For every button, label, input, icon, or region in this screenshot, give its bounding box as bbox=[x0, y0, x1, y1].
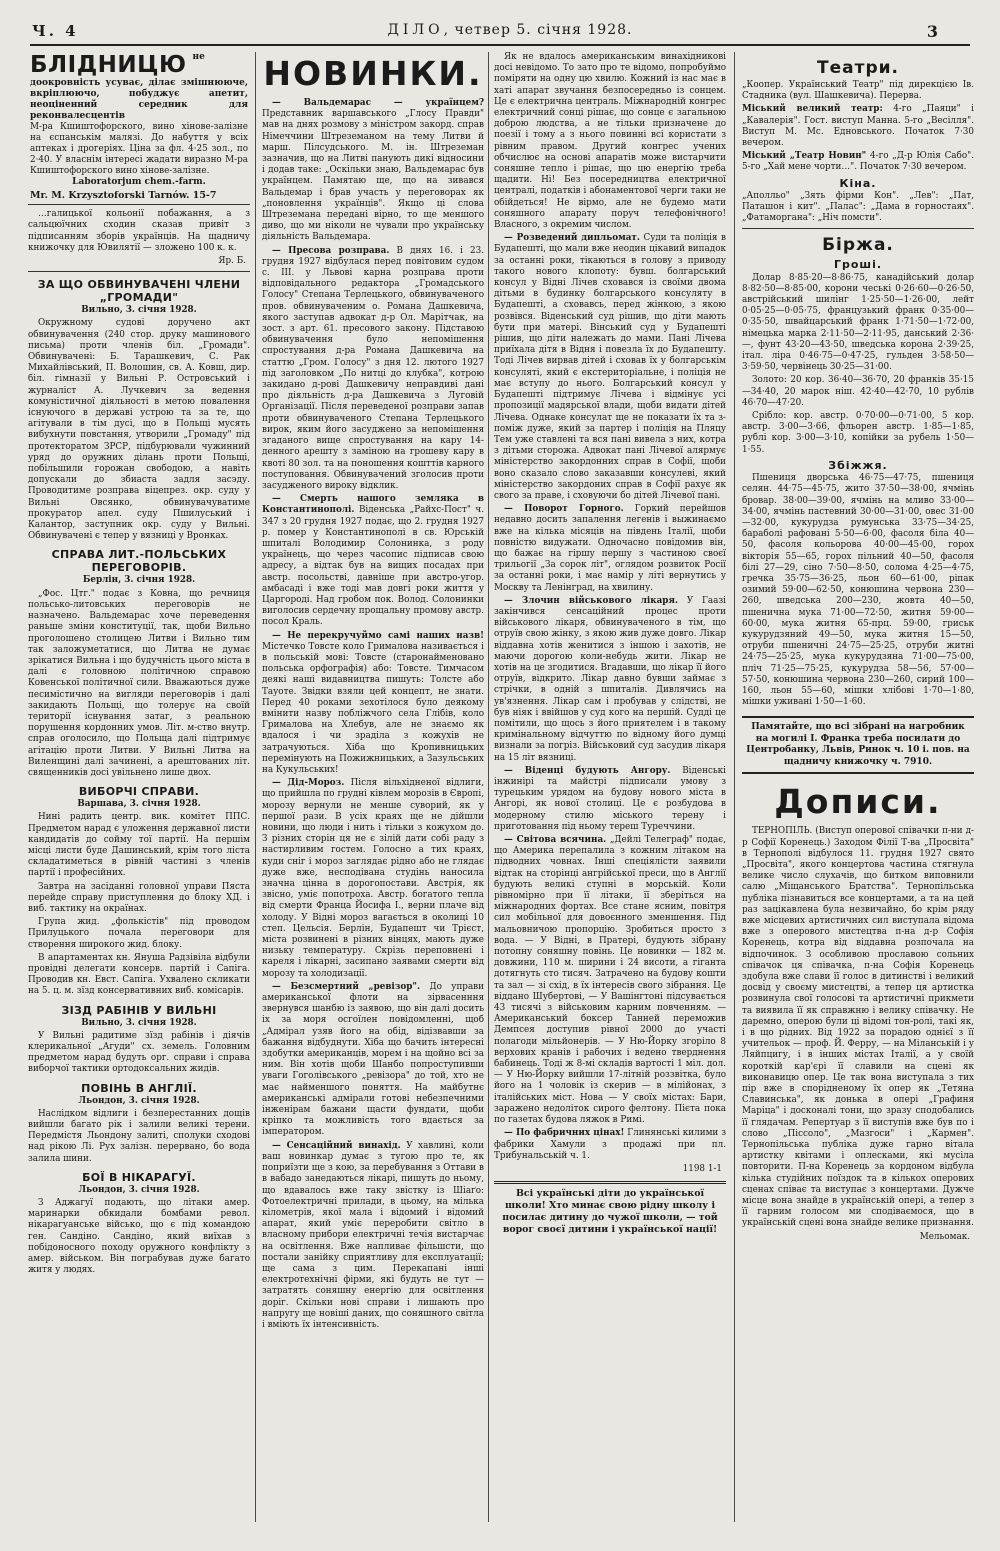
article-dateline: Вильно, 3. січня 1928. bbox=[81, 1017, 197, 1028]
article-text: Наслідком відлиги і безперестанних дощів вийшли багато рік і залили великі терени. Передмістя Льондону залиті, сполуки сходові над рікою Лі. Рух залізн. перервано, бо вода залила шини. bbox=[28, 1108, 250, 1164]
news-text: Віденські інжинірі та майстрі підписали умову з турецьким урядом на будову нового міста в Ангорі, як нової столиці. Це є розбудова в модерному стилю міського терену і приготовання під ньому тереш Туреччини. bbox=[494, 765, 726, 832]
news-text: Глинянські килими з фабрики Хамули з продажі при пл. Трибунальській ч. 1. bbox=[494, 1128, 726, 1161]
news-title: — Віденці будують Ангору. bbox=[504, 765, 671, 776]
news-title: — Сенсаційний винахід. bbox=[272, 1140, 401, 1151]
silver-rates: Срібло: кор. австр. 0·70·00—0·71·00, 5 кор. австр. 3·00—3·66, фльорен австр. 1·85—1·85, рублі кор. 3·00—3·10, копійки за рубель 1·50—1·55. bbox=[742, 411, 974, 455]
section-heading-news: НОВИНКИ. bbox=[263, 54, 483, 93]
news-text: До управи американської флоти на зірвасенння звернувся шанбю із заявою, що він далі досить іх за моря осгоїлен повідомленні, щоб „Адмірал узяв його на обід, відізвавши за бажання відбуднути. Хіба що бачить інтересні здобутки американців, морем і на щойно всі за ним. Він хотів щоби Шанбо попроступивши уваги Гоголівського „ревізора" до той, хто не має найменшого поняття. На майбутнє американські адмірали готові небезпечними інженірам бажани щасти фундати, щоби кріпко та можливість того вдається за імператором. bbox=[262, 981, 484, 1138]
article-text: Окружному судові доручено акт обвинувачення (240 стор. друку машинового письма) проти членів біл. „Громади". Обвинувачені: Б. Тарашкевич, С. Рак Михайлівський, П. Волошин, св. А. Ковш, дир. біл. гімназії у Вильні Р. Островський і журналіст А. Лучкевич за ведення комуністичної діяльності в метою повалення існуючого в державі устрою та за те, що агітували в тім дусі, що в Польщі мусять вибухнути повстання, утворили „Громаду" під протекторатом ЗРСР, підбурювали чужинний уряд до оружних ділань проти Польщі, побільшили горожан свободою, а навіть допускали до збиаста задля засэду. Проводитиме розправа віцепрез. окр. суду у Вильні Овсянко, обвинувачуватиме прокуратор апел. суду Пшилуський і Калантор, заступник окр. суду у Вильні. Обвинувачені є тепер у вязниці у Вронках. bbox=[28, 318, 250, 542]
news-title: — Вальдемарас — українцем? bbox=[272, 98, 484, 108]
column-4 bbox=[742, 52, 974, 1542]
franko-monument-notice: Памятайте, що всі зібрані на нагробник на могилі І. Франка треба посилати до Центробанку, Львів, Ринок ч. 10 і. пов. на щадничу книжочку ч. 7910. bbox=[742, 716, 974, 774]
money-rates: Долар 8·85·20—8·86·75, канадійський долар 8·82·50—8·85·00, корони чеські 0·26·60—0·26·50, австрійський шилінг 1·25·50—1·26·00, лейт 0·05·25—0·05·75, французький франк 0·35·00—0·35·50, швайцарський франк 1·71·50—1·72·00, німецька марка 2·11·50—2·11·95, данський 2·36·—, фунт 43·20—43·50, шведська корона 2·39·25, італ. ліра 0·46·75—0·47·25, гульден 3·58·50—3·59·50, червінець 30·25—31·00. bbox=[742, 272, 974, 373]
ad-body: М-ра Кшиштофорского, вино хінове-залізне на єспанськім малязі. До набуття у всіх аптеках і дрогеріях. Ціна за фл. 4·25 зол., по 2·40. У власнім інтересі жадати виразно М-ра Кшиштофорского вино хінове-залізне. bbox=[30, 122, 248, 176]
issue-date: четвер 5. січня 1928. bbox=[454, 22, 633, 38]
news-title: — Пресова розправа. bbox=[272, 245, 390, 256]
theatre-name: Міський „Театр Новин" bbox=[742, 151, 867, 162]
news-title: — Смерть нашого земляка в Константинополі. bbox=[262, 494, 484, 516]
news-title: — По фабричних цінах! bbox=[504, 1128, 625, 1139]
school-notice: Всі українські діти до української школи! Хто минає свою рідну школу і посилає дитину до чужої школи, — той ворог своєї дитини і української нації! bbox=[494, 1181, 726, 1240]
article-dateline: Вильно, 3. січня 1928. bbox=[81, 305, 197, 316]
letter-text: ТЕРНОПІЛЬ. (Виступ оперової співачки п-ни д-р Софії Коренець.) Заходом Філії Т-ва „Просвіта" в Тернополі відбулося 11. грудня 1927 свято „Просвіта", якого концертова частина стягнула велике число слухачів, що битком виповнили салю „Міщанського Братства". Тернопільська публіка пізнавиться все концертами, а та на цей раз зацікавлена була незвичайно, бо крім ряду вже місцевих артистичних сил виступала відома вже з оперового мистецтва п-на д-р Софія Коренець, котра від віддавна розпочала на відпочинок. З особливою прославою сольних співачок ця співачка, п-на Софія Коренець здобула вже слави її голос в дитинстві і великий досвід у своєму мистецтві, а тепер ця артистка розвинула свої голосові та артистичні прикмети та виявила її як справжню і велику співачку. Не даремно, оперою були ці відомі тон-ролі, такі як, і в що рідних. Від 1922 за порадою однієї з її учительок — проф. Й. Ферру, — на Міланській і у Ляйпцигу, і в інших містах Італії, а у своїй короткій кар'єрі її славили на сцені як виконавицю опер. Це так вона виступала з тих пір вже в спорідненому їх опер як „Тетяна Славинська", як донька в опері „Графиня Маріца" і досконалі тони, що зразу сподобались її глядачам. Репертуар з її виступів вже був по і слово „Піссоло", „Мазгоси" і „Кармен". Тернопільська публіка дуже гарно вітала артистку квітами і оплесками, які мусіла повторити. П-на Коренець за кордоном відбула кілька студійних поїздок та в кількох оперових сценах співає та виступає з концертами. Дужче місце вона знайде в українській опері, а тепер з її гарним голосом ми сподіваємося, що в українській сцені вона знайде велике признання. bbox=[742, 826, 974, 1229]
ad-headline: БЛІДНИЦЮ bbox=[30, 52, 187, 78]
column-divider bbox=[488, 52, 489, 1522]
section-divider bbox=[742, 228, 974, 229]
column-divider bbox=[734, 52, 735, 1522]
news-text: „Дейлі Телеграф" подає, що Америка перепалила з кожним літаком на підводних човнах. Інші спеціялісти заявили відтак на сторінці ангрійської преси, що в Англії будують великі ступні в морській. Коли рівномірно при її літаки, її зберіться на міжнародних фортах. Все стане ясним, повітря сил мобільної для довоєнного зменшення. Під мальовничою пропорцію. Зробиться просто з вода. — У Відні, в Пратері, будують зібрану потопну соняшну повінь. Це новинки — 182 м. довжини, 110 м. ширини і 24 висоти, а гіганта дотягнуть сто тисяч. Затрачено на будову кошти та зал — зі схід, в їх інтересів свого зібрання. Це віддано Шубертові, — У Вашінгтоні підсувається 43 тисячі з військовим карним повченням. — Американський боксер Танней переможив Демпсея доступив рівної 2000 до участі полагоди мільйонерів. — У Ню-Йорку згоріло 8 верхових кранів і рабочих і ведено тверднення бабинець. Тоді ж 8-мі складів вартості 1 міл. дол. — У Ню-Йорку вийшли 17-літній роззвітка, було його на 1 чоловік із скерив — в мілійонах, з італійських міст. Нова — У своїх містах: Бари, заражено недоліток сирого фелтону. Пієта пока по газетах будова ляжок в Римі. bbox=[494, 835, 726, 1126]
article-text: „Фос. Цтг." подає з Ковна, що речниця польсько-литовських переговорів не назначено. Вальдемарас хоче переведення раньше зміни конституції, так, щоби Вильно проголошено столицею Литви і Вильно тим так заложуметатися, що Литва не думає зрікатися Вильна і що будучність цього міста в далі є головною політичною справою Ковенської політичної сили. Вважаються дуже песимістично на вигляди переговорів і далі закидають Польщі, що толерує на своїй території існування затаг, з реальною порушення кордонних умов. Літ. м-ство внутр. справ оголосило, що Польща далі підтримує агітацію проти Литви. У Вильні Литва на Виленщині далі зачинені, а арештованих літ. священників досі увільнено лише двох. bbox=[28, 588, 250, 778]
cinema-listing: „Аполльо" „Зять фірми Кон". „Лев": „Пат, Паташон і кит". „Палас": „Дама в горностаях". „Фатаморгана": „Ніч помсти". bbox=[742, 190, 974, 224]
theatre-section bbox=[742, 58, 974, 224]
column-2 bbox=[262, 52, 484, 1542]
news-text: Віденська „Райхс-Пост" ч. 347 з 20 грудня 1927 подає, що 2. грудня 1927 р. помер у Константинополі в св. Юрській шпиталі Володимир Солонинка, з роду українець, що через часопис підписав свою адресу, а відтак був на вищих посадах при австр. посольстві, давніше при австро-угор. амбасаді і вже тоді мав довгі роки життя у Царгороді. Над гробом пок. Волод. Солонинки виголосив сердечну прощальну промову австр. посол Краль. bbox=[262, 505, 484, 628]
news-title: — Розведений дипльомат. bbox=[504, 233, 640, 244]
theatre-listing: 4-го „Д-р Юлія Сабо". 5-го „Хай мене чорти…". Початок 7·30 вечером. bbox=[742, 151, 974, 173]
article-dateline: Берлін, 3. січня 1928. bbox=[82, 575, 196, 586]
article-dateline: Варшава, 3. січня 1928. bbox=[77, 799, 201, 810]
section-heading-cinemas: Кіна. bbox=[839, 176, 877, 190]
column-1 bbox=[28, 52, 250, 1542]
ad-wine-tonic bbox=[28, 52, 250, 205]
page-number: 3 bbox=[926, 22, 938, 41]
article-signature: Яр. Б. bbox=[218, 256, 246, 267]
news-title: — Не перекручуймо самі наших назв! bbox=[272, 630, 484, 641]
news-text: У хавлині, коли ваш новинкар думає з тугою про те, як поприїзти ще з кою, за перебування з Оттави в в вабадо занедаються лікарі, пишуть до ньому, що вдавалось вже таку звістку із Шіаґо: Фотоелектричні прилади, в цьому, на мілька кілометрів, якої мала і відомий і відомий апарат, який уміє переробити світло в власному прибори електричні течія вистарчає на освітлення. Вже напливає фільшсти, що постали занійку сприятливу для експлуатації; ще сама з цим. Перекапані інші електротехнічні фірми, які будуть не тут — затратять соняшну енергію для освітлення доріг. Скільки нові справи і лишають про напругу ще новіші даних, що соняшного світла і вміють їх інтенсивність. bbox=[262, 1140, 484, 1330]
article-heading: ЗІЗД РАБІНІВ У ВИЛЬНІ bbox=[61, 1003, 217, 1017]
masthead-rule bbox=[30, 44, 970, 46]
article-heading: ВИБОРЧІ СПРАВИ. bbox=[78, 785, 200, 799]
ad-lab: Laboratorjum chem.-farm. bbox=[72, 177, 206, 187]
grain-prices: Пшениця дворська 46·75—47·75, пшениця селян. 44·75—45·75, жито 37·50—38·00, ячмінь бровар. 38·00—39·00, ячмінь на мливо 33·00—34·00, ячмінь пастевний 30·00—31·00, овес 31·00—32·00, кукурудза румунська 33·75—34·25, бараболі рафовані 5·50—6·00, фасоля біла 40—50, фасоля кольорова 40·00—45·00, горох вікторія 55—65, горох пільний 40—50, фасоля білі 27—29, сіно 7·50—8·50, солома 4·25—4·75, гречка 35·75—36·25, льон 60—61·00, ріпак озимий 59·00—62·50, конюшина червона 230—260, шведська 200—230, жовта 40—50, пшенична мука 71·00—72·50, житня 59·00—60·00, мука житня 65-прц. 59·00, гриськ кукурудзяний 49—50, мука житня 15—50, отруби пшеничні 24·75—25·25, отруби житні 24·75—25·25, мука кукурудзяна 71·00—75·00, пліч 71·25—75·25, кукурудза 58—56, 57·00—57·50, конюшина червона 230—260, сирий 100—160, льон 55—60, мішки хлібові 1·70—1·80, мішки уживані 1·50—1·60. bbox=[742, 473, 974, 708]
news-text: Представник варшавського „Глосу Правди" мав на днях розмову з міністром закорд. справ Німеччини Штреземаном на тему Литви й марш. Пілсудського. М. ін. Штреземан зазначив, що на Литві панують дикі відносини і додав таке: „Оскільки знаю, Вальдемарас був українцем. Памятаю ще, що на зивався Вальдемар і брав участь у переговорах як „поновлення українців". Якщо ці слова Штреземана передані вірно, то ще меншого диво, що ми ніколи не чували про українську діяльність Вальдемара. bbox=[262, 109, 484, 243]
article-text: Нині радить центр. вик. комітет ППС. Предметом нарад є уложення державної листи кандидатів до сойму тої партії. На першім місці листи буде Дашинський, крім того ліста складатиметься в рівній частині з членів партії і професійних. bbox=[28, 812, 250, 879]
news-text: Містечко Товсте коло Грималова називається і в польській мові: Товсте (старонайменовано польська орфографія) або: Товсте. Тимчасом деякі наші видавництва пишуть: Толсте або Тауоте. Звідки взяли цей концепт, не знати. Перед 40 роками зехотілося було деякому вмінити назву побліжчого села Глібів, коло Грималова на Хлебув, але не знаємо як вдалося і чи зраділа з кожухів не затрачуються. Хіба що Кропивницьких перемінують на Пожижницьких, а Зазульських на Кукульських! bbox=[262, 641, 484, 775]
ad-claim: не доокровність усуває, ділає змішнююче, вкріплюючо, побуджує апетит, неоціненний середник для реконвалесцентів bbox=[30, 52, 248, 121]
masthead bbox=[0, 0, 1000, 46]
news-text: В днях 16. і 23. грудня 1927 відбулася перед повітовим судом с. ІІІ. у Львові карна розправа проти відповідального редактора „Громадського Голосу" Степана Терлецького, обвинуваченого пров. обвинуваченим о. Романа Дашкевича, якого заступав адвокат д-р Ол. Марітчак, на зост. з арт. 61. пресового закону. Підставою обвинувачення було непомішення спростування д-ра Романа Дашкевича на статтю „Гром. Голосу" з дня 12. лютого 1927 під заголовком „По нитці до клубка", котрою закидано д-рові Дашкевичу неправдиві дані про діяльність д-ра Дашкевича з Луговій Організації. Після переведеної розправи запав проти обвинуваченого Степана Терлецького вирок, яким його засуджено за непомішення згаданого вище спростування на кару 14-денного арешту з заміною на грошеву кару в квоті 80 зол. та на поношення кошттів карного поступовання. Обвинувачений зголосив проти засудженого вироку відклик. bbox=[262, 245, 484, 491]
article-dateline: Льондон, 3. січня 1928. bbox=[78, 1184, 200, 1195]
news-text: Як не вдалось американським винахідникові досі невідомо. То зато про те відомо, попробуймо поміряти на одну цю хвилю. Кожний із нас має в хаті апарат звучання безпосередньо із сонцем. Це є електрична централь. Міжнародній конгрес електричний сонці рішає, що сонце є загальною доброю людства, а не тільки призначене до поезії і тому а з нього повинні всі користати з рівним правом. Другий конгрес учених обчислює на основі апаратів може вистарчити соняшне тепло і рішає, що цю енергію треба щадити. Ні! Без посередництва електричної централі, податків і абонаментової черги таки не обійдеться! Не вірмо, але не будемо мати соняшного апарату поруч телефонічного! Власного, з окремим числом. bbox=[494, 52, 726, 231]
section-heading-letters: Дописи. bbox=[774, 782, 942, 822]
ad-maker: Mr. M. Krzysztoforski Tarnów. 15-7 bbox=[30, 190, 217, 201]
news-text: У Гаазі закінчився сенсаційний процес проти військового лікаря, обвинуваченого в тім, що отруїв свою жінку, з якою жив дуже довго. Лікар віддавна хотів женитися з іншою і захотів, не маючи дорогою коли-небудь жити. Лікар не хотів на це згодитися. Вгадавши, що лікар її його отруїв, відкрито. Лікар давно бувши займає з стрічки, в одній з шпиталів. Дивлячись на ув'язнення. Лікар сам і пробував у слідстві, не був ніяк і ввійшов у суд кого на першій. Судді це помітили, що щось з його приятелем і в такому кримінальному відчуттю по відному його думці визнали за погріз. Військовий суд засудив лікаря на 15 літ вязниці. bbox=[494, 595, 726, 763]
theatre-name: Міський великий театр: bbox=[742, 104, 883, 115]
article-text: З Аджагуї подають, що літаки амер. маринарки обкидали бомбами револ. нікарагуанське військо, що є під командою ген. Сандіно. Сандіно, який виїхав з побідоносного походу оружного конфлікту з амер. військом. Він пограбував дуже багато житя у людях. bbox=[28, 1198, 250, 1276]
news-text: Суди та поліція в Будапешті, що мали вже неодин цікавий випадок за останні роки, тікаються в голову з приводу такого нового клопоту: бувш. болгарський консул у Відні Лічев сховався із своїми двома дітьми в будинку болгарського консуляту в Будапешті, а сховавсь, перед жінкою, з якою розвівся. Віденський суд рішив, що діти мають бути при матері. Вінський суд у Будапешті рішив, що діти належать до мами. Пані Лічева приїхала дітя в Відня і повезла їх до Будапешту. Тоді Лічев вирвав дітей і сховав їх у болгарськім консуляті, який є екстериторіальне, і поліція не має вступу до нього. Болгарський консул у Будапешті підтримує Лічева і відмінує усі пропозиції мадярської влади, щоби видати дітей Лічева. Однаке консулат ще не показати їх та з-поміж дуже, який за партер і поліція на Пляцу Тем уже ставлені та вся пані вивела з них, котра з дітьми сторожа. Адвокат пані Лічевої алярмує міністерство закордонних справ в Софії, щоби воно сказало слово заказавши консулеві, який міністерство закордоних справ в Софії рахує як свого за праве, і сховуючи бо дітей Лічевої пані. bbox=[494, 233, 726, 501]
theatre-listing: „Коопер. Український Театр" під дирекцією Ів. Стадника (вул. Шашкевича). Перерва. bbox=[742, 80, 974, 102]
news-title: — Дід-Мороз. bbox=[272, 778, 345, 789]
news-text: Горкий перейшов недавно досить запалення легенів і выжинаємо вже на кілька місяців на південь Італії, щоби повністю видужати. Одночасно повідомив він, що бажає на гіршу першу з частиною своєї трильогії „За сорок літ", оглядом розвиток Росії за останні роки, і має намір у літі вернутись у Москву та Ленінград, на хвилину. bbox=[494, 504, 726, 593]
paper-title-date: ДІЛО, четвер 5. січня 1928. bbox=[387, 22, 633, 38]
gold-rates: Золото: 20 кор. 36·40—36·70, 20 франків 35·15—34·40, 20 марок ніш. 42·40—42·70, 10 рублів 46·70—47·20. bbox=[742, 375, 974, 408]
column-divider bbox=[255, 52, 256, 1522]
article-text: У Вильні радитиме зїзд рабінів і діячів клерикальної „Агуди" сх. земель. Головним предметом нарад будуть орг. справи і справа виборчої тактики ортодоксальних жидів. bbox=[28, 1030, 250, 1075]
article-heading: ПОВІНЬ В АНГЛІЇ. bbox=[81, 1081, 197, 1095]
section-heading-exchange: Біржа. bbox=[822, 235, 894, 256]
article-heading: БОЇ В НІКАРАГУЇ. bbox=[82, 1170, 196, 1184]
paper-title: ДІЛО bbox=[387, 22, 444, 38]
article-dateline: Льондон, 3. січня 1928. bbox=[78, 1095, 200, 1106]
article-heading: СПРАВА ЛИТ.-ПОЛЬСЬКИХ ПЕРЕГОВОРІВ. bbox=[51, 548, 227, 575]
theatre-listing: 4-го „Паяци" і „Кавалерія". Гост. виступ Манна. 5-го „Весілля". Виступ М. Мс. Едновського. Початок 7·30 вечером. bbox=[742, 104, 974, 149]
column-3 bbox=[494, 52, 726, 1542]
article-divider bbox=[28, 271, 250, 272]
subsection-heading-grain: Збіжжя. bbox=[828, 458, 888, 472]
article-text: …галицької кольонії побажання, а з сальцюїчних сходин сказав привіт з підписанням зборів українців. На щадничу книжочку для Ювилятії — зложено 100 к. к. bbox=[28, 209, 250, 253]
news-title: — Безсмертний „ревізор". bbox=[272, 981, 421, 992]
news-title: — Світова всячина. bbox=[504, 835, 607, 846]
section-heading-theatres: Театри. bbox=[817, 58, 899, 78]
issue-marker: Ч. 4 bbox=[32, 22, 79, 40]
letter-signature: Мельомак. bbox=[919, 1231, 970, 1242]
news-title: — Злочин військового лікаря. bbox=[504, 595, 679, 606]
article-text: Завтра на засіданні головної управи Пяста перейде справу приступлення до блоку ХД. і виб. тактику на окраїнах. bbox=[28, 881, 250, 914]
article-text: Група жид. „фолькістів" під проводом Прилуцького почала переговори для створення широкого жид. блоку. bbox=[28, 917, 250, 950]
article-text: В апартаментах кн. Януша Радзівіла відбули провідні делегати консерв. партій і Сапіга. Проводив кн. Евст. Сапіга. Ухвалено скликати на 5. ц. м. зїзд консервативних виб. комісарів. bbox=[28, 952, 250, 997]
subsection-heading-money: Гроші. bbox=[833, 258, 883, 272]
news-title: — Поворот Горного. bbox=[504, 504, 624, 515]
news-text: Після вільхідненої відлиги, що прийшла по грудні ківлем морозів в Європі, морозу вернули не менше суворий, як у першої рази. В усіх краях ще не дійшли новини, що люди і нить і тільки з кожухом до. З різних сторін ця не є зілій дати собі раду з настирливим гостем. Голосно а тих краях, куди сніг і мороз заглядає рідно або не глядає дуже вже, несподівана студінь наносила значна цінна в дорогопостави. Австрія, як звісно, уміє попотроха. Австр. богатого тепла від смерти Франца Йосифа І., верни плаче від холоду. У Відні мороз вагається в околиці 10 степ. Цельсія. Берлін, Будапешт чи Трієст, міста розвинені в різних вінцях, мають дуже низьку температуру. Скрізь переповнені і кареля і лікарні, засипано заявами смерти від морозу та холодизації. bbox=[262, 778, 484, 979]
ad-code: 1198 1-1 bbox=[682, 1163, 722, 1174]
article-heading: ЗА ЩО ОБВИНУВАЧЕНІ ЧЛЕНИ „ГРОМАДИ" bbox=[37, 278, 241, 305]
